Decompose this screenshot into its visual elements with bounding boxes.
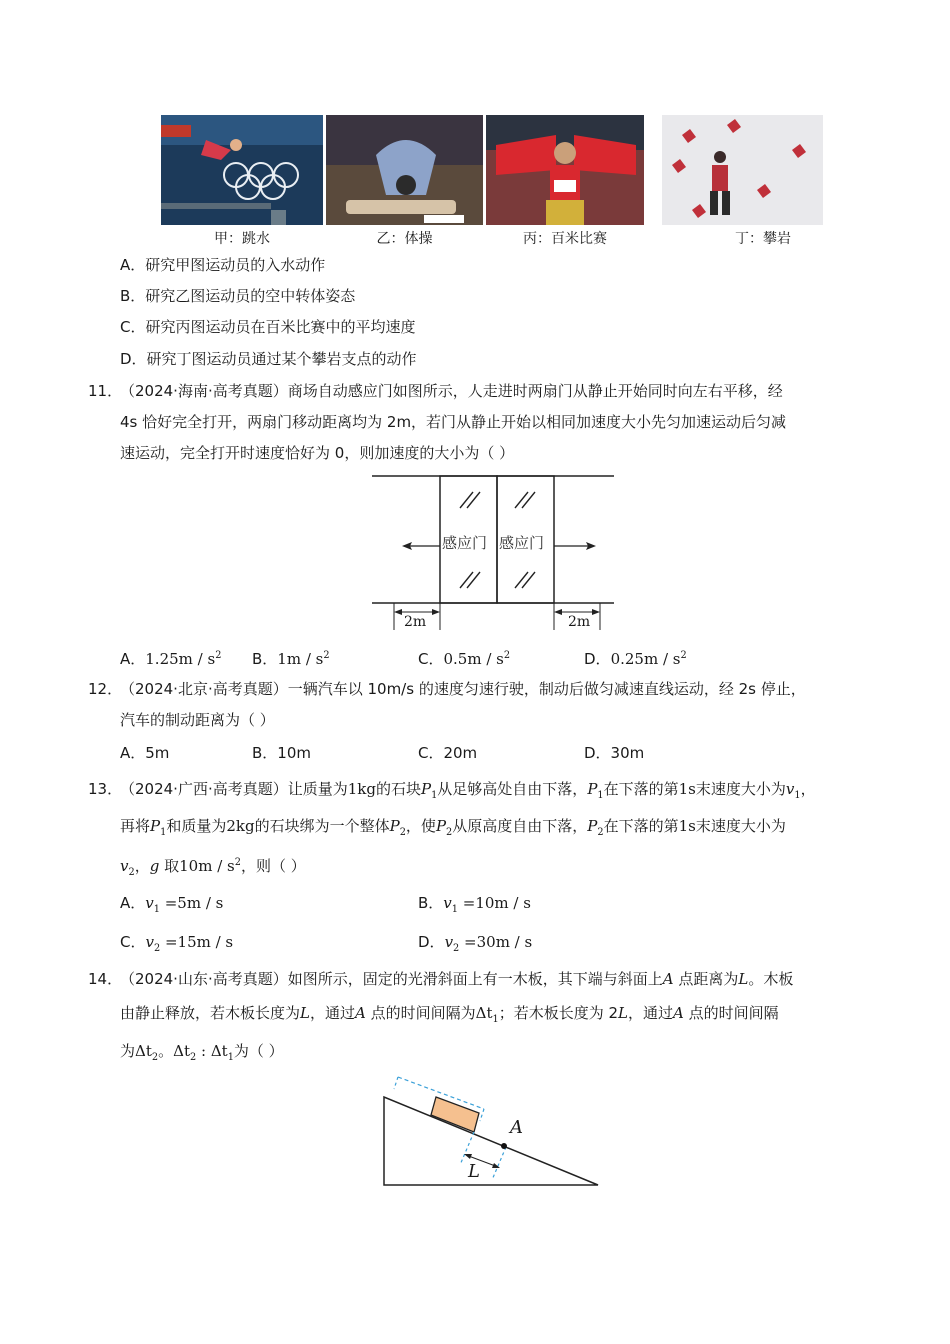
q13-option-b: B．$v_1 =10m / s$ (418, 894, 531, 915)
q10-option-d: D．研究丁图运动员通过某个攀岩支点的动作 (120, 350, 417, 368)
photo-caption: 丁：攀岩 (735, 231, 791, 247)
distance-label-left: 2m (404, 614, 427, 630)
q11-option-d: D．$0.25m / s^2$ (584, 650, 687, 668)
q13-stem-line1: （2024·广西·高考真题）让质量为1kg的石块$P_1$从足够高处自由下落，$P_1$在下落的第1s末速度大小为$v_1$， (120, 780, 816, 801)
q13-number: 13． (88, 780, 123, 798)
incline-board-diagram (380, 1075, 605, 1190)
q11-option-a: A．$1.25m / s^2$ (120, 650, 222, 668)
q11-option-c: C．$0.5m / s^2$ (418, 650, 511, 668)
distance-label-right: 2m (568, 614, 591, 630)
q12-stem-line1: （2024·北京·高考真题）一辆汽车以 10m/s 的速度匀速行驶，制动后做匀减速直线运动，经 2s 停止， (120, 680, 806, 698)
q12-option-a: A．5m (120, 744, 170, 762)
photo-diving (161, 115, 323, 225)
q12-stem-line2: 汽车的制动距离为（ ） (120, 711, 275, 729)
q12-option-d: D．30m (584, 744, 645, 762)
photo-gymnastics (326, 115, 483, 225)
q13-stem-line2: 再将$P_1$和质量为2kg的石块绑为一个整体$P_2$，使$P_2$从原高度自由下落，$P_2$在下落的第1s末速度大小为 (120, 817, 786, 838)
door-label-left: 感应门 (442, 534, 488, 552)
q14-stem-line1: （2024·山东·高考真题）如图所示，固定的光滑斜面上有一木板，其下端与斜面上A 点距离为L。木板 (120, 970, 794, 988)
q10-option-c: C．研究丙图运动员在百米比赛中的平均速度 (120, 318, 416, 336)
q13-stem-line3: $v_2$，g 取$10m / s^2$，则（ ） (120, 857, 306, 878)
q10-option-b: B．研究乙图运动员的空中转体姿态 (120, 287, 356, 305)
q13-option-d: D．$v_2 =30m / s$ (418, 933, 533, 954)
photo-caption: 丙：百米比赛 (523, 231, 607, 247)
q11-stem-line2: 4s 恰好完全打开，两扇门移动距离均为 2m，若门从静止开始以相同加速度大小先匀加速运动后匀减 (120, 413, 787, 431)
q12-option-b: B．10m (252, 744, 311, 762)
q12-option-c: C．20m (418, 744, 478, 762)
q13-option-a: A．$v_1 =5m / s$ (120, 894, 224, 915)
q14-stem-line3: 为$\Delta t_2$。$\Delta t_2$ : $\Delta t_1$为（ ） (120, 1042, 284, 1063)
door-label-right: 感应门 (499, 534, 545, 552)
q11-number: 11． (88, 382, 123, 400)
q11-stem-line3: 速运动，完全打开时速度恰好为 0，则加速度的大小为（ ） (120, 444, 515, 462)
point-a-label: A (510, 1117, 523, 1138)
photo-caption: 乙：体操 (376, 231, 433, 247)
photo-100m-race (486, 115, 644, 225)
q13-option-c: C．$v_2 =15m / s$ (120, 933, 234, 954)
photo-caption: 甲：跳水 (214, 231, 270, 247)
q11-stem-line1: （2024·海南·高考真题）商场自动感应门如图所示，人走进时两扇门从静止开始同时向左右平移，经 (120, 382, 783, 400)
q12-number: 12． (88, 680, 123, 698)
q10-option-a: A．研究甲图运动员的入水动作 (120, 256, 326, 274)
sliding-door-diagram (370, 470, 620, 635)
q14-number: 14． (88, 970, 123, 988)
q11-option-b: B．$1m / s^2$ (252, 650, 330, 668)
q14-stem-line2: 由静止释放，若木板长度为L，通过A 点的时间间隔为$\Delta t_1$；若木板长度为 2L，通过A 点的时间间隔 (120, 1004, 779, 1025)
photo-climbing (662, 115, 823, 225)
length-l-label: L (468, 1161, 480, 1182)
